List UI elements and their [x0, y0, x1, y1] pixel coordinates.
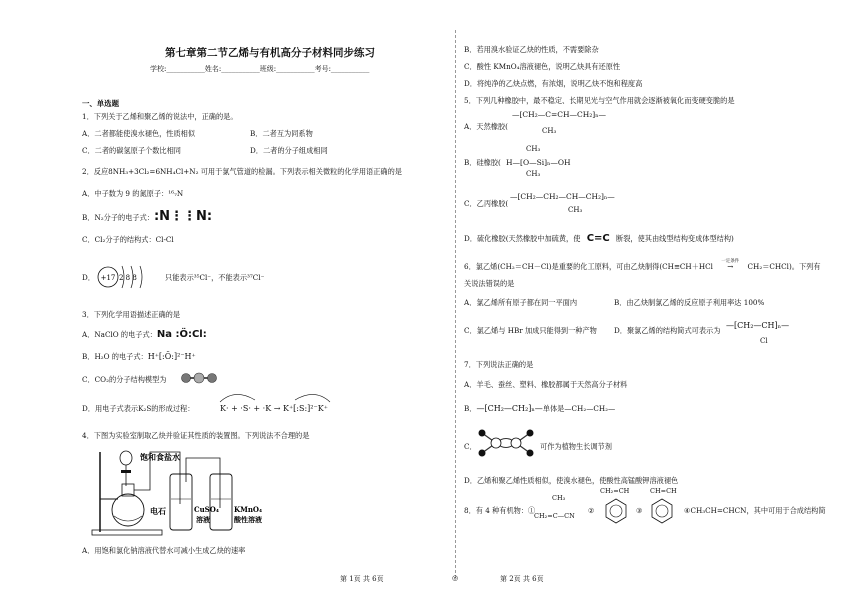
- svg-text:KMnO₄: KMnO₄: [234, 505, 263, 514]
- q2-stem: 2．反应8NH₃+3Cl₂=6NH₄Cl+N₂ 可用于氯气管道的检漏。下列表示相关微粒的化学用语正确的是: [82, 167, 402, 176]
- q1-option-c: C．二者的碳氢原子个数比相同: [82, 146, 181, 155]
- ethylene-ball-model: [476, 428, 536, 458]
- q1-option-b: B．二者互为同系物: [250, 129, 313, 138]
- q7-option-c: C．: [464, 442, 477, 451]
- natural-rubber-methyl: CH₃: [542, 127, 557, 135]
- natural-rubber-formula: —[CH₂—C=CH—CH₂]ₙ—: [512, 110, 606, 119]
- double-bond-symbol: C=C: [586, 233, 610, 244]
- reaction-arrow: 一定条件 →: [721, 259, 740, 271]
- q7-option-b: B．—[CH₂—CH₂]ₙ—单体是—CH₂—CH₂—: [464, 404, 616, 413]
- q3-stem: 3．下列化学用语描述正确的是: [82, 310, 181, 319]
- q2-option-b: B．N₂分子的电子式：:N⋮⋮N:: [82, 209, 213, 224]
- pvc-chlorine: Cl: [760, 337, 768, 345]
- q7-option-d: D．乙烯和聚乙烯性质相似，使溴水褪色，使酸性高锰酸钾溶液褪色: [464, 476, 679, 485]
- svg-text:CuSO₄: CuSO₄: [194, 505, 219, 514]
- section-heading: 一、单选题: [82, 99, 119, 108]
- page-title: 第七章第二节乙烯与有机高分子材料同步练习: [165, 47, 375, 59]
- left-page: [70, 0, 442, 608]
- silicone-methyl-bottom: CH₃: [526, 170, 541, 178]
- q6-stem-line2: 关说法错误的是: [464, 279, 515, 288]
- q1-option-d: D．二者的分子组成相同: [250, 146, 328, 155]
- page-number-right: 第 2页 共 6页: [500, 575, 544, 583]
- q5-option-b: B．硅橡胶(: [464, 158, 501, 167]
- q6-option-a: A．氯乙烯所有原子都在同一平面内: [464, 298, 578, 307]
- nitrogen-isotope-symbol: ¹⁶₇N: [168, 189, 184, 198]
- q4-option-a: A．用饱和氯化钠溶液代替水可减小生成乙炔的速率: [82, 546, 246, 555]
- q8-stem: 8．有 4 种有机物：①: [464, 506, 536, 515]
- silicone-rubber-formula: H—[O—Si]ₙ—OH: [506, 158, 571, 167]
- q8-number-2: ②: [588, 506, 595, 515]
- q5-option-d: D．硫化橡胶(天然橡胶中加硫黄，使 C=C 断裂，使其由线型结构变成体型结构): [464, 233, 734, 244]
- q5-option-a: A．天然橡胶(: [464, 122, 508, 131]
- q4-option-b: B．若用溴水验证乙炔的性质，不需要除杂: [464, 45, 599, 54]
- q3-option-b: B．H₂O 的电子式：H⁺[:Ö:]²⁻H⁺: [82, 352, 196, 361]
- q3-option-a: A．NaClO 的电子式：Na :Ö:Cl:: [82, 329, 207, 340]
- q4-option-c: C．酸性 KMnO₄溶液褪色，说明乙炔具有还原性: [464, 62, 621, 71]
- naclo-electron-formula: Na :Ö:Cl:: [156, 329, 207, 340]
- polyethylene-formula: —[CH₂—CH₂]ₙ—: [476, 404, 543, 413]
- h2o-electron-formula: H⁺[:Ö:]²⁻H⁺: [147, 352, 196, 361]
- q7-option-c-text: 可作为植物生长调节剂: [540, 442, 612, 451]
- q1-option-a: A．二者都能使溴水褪色，性质相似: [82, 129, 196, 138]
- phenylacetylene-benzene-ring: [650, 498, 674, 524]
- q5-option-c: C．乙丙橡胶(: [464, 199, 509, 208]
- page-divider: [455, 30, 456, 578]
- q3-option-c: C．CO₂的分子结构模型为: [82, 375, 167, 384]
- svg-text:+17: +17: [100, 274, 116, 282]
- styrene-benzene-ring: [604, 498, 628, 524]
- q2-option-d-text: 只能表示³⁵Cl⁻，不能表示³⁷Cl⁻: [165, 273, 265, 282]
- co2-ball-model: [180, 372, 220, 384]
- q4-option-d: D．将纯净的乙炔点燃，有浓烟，说明乙炔不饱和程度高: [464, 79, 643, 88]
- q1-stem: 1．下列关于乙烯和聚乙烯的说法中，正确的是。: [82, 112, 238, 121]
- svg-text:溶液: 溶液: [196, 515, 210, 524]
- acetylene-apparatus-diagram: [90, 444, 310, 539]
- q8-number-3: ③: [636, 506, 643, 515]
- n2-electron-formula: :N⋮⋮N:: [153, 209, 213, 224]
- svg-text:酸性溶液: 酸性溶液: [234, 515, 262, 524]
- k2s-formation-formula: K· + ·S· + ·K → K⁺[:S:]²⁻K⁺: [220, 404, 328, 413]
- svg-text:饱和食盐水: 饱和食盐水: [140, 452, 180, 462]
- q2-option-a: A．中子数为 9 的氮原子：¹⁶₇N: [82, 189, 184, 198]
- svg-text:电石: 电石: [150, 506, 166, 516]
- epdm-rubber-formula: —[CH₂—CH₂—CH—CH₂]ₙ—: [510, 192, 615, 201]
- chlorine-ion-structure-diagram: [94, 260, 164, 294]
- pvc-formula: —[CH₂—CH]ₙ—: [726, 321, 790, 330]
- q6-stem-line1: 6．氯乙烯(CH₂＝CH－Cl)是重要的化工原料，可由乙炔制得(CH≡CH＋HCl 一定条件 → CH₂＝CHCl)。下列有: [464, 259, 821, 271]
- q8-stem-end: ④CH₃CH=CHCN，其中可用于合成结构简: [684, 506, 826, 515]
- svg-text:2 8 8: 2 8 8: [119, 274, 137, 282]
- q2-option-c: C．Cl₂分子的结构式：Cl-Cl: [82, 235, 174, 244]
- q6-option-b: B．由乙炔制氯乙烯的反应原子利用率达 100%: [614, 298, 765, 307]
- q8-m3-vinyl: CH=CH: [650, 487, 677, 495]
- q3-option-d: D．用电子式表示K₂S的形成过程：: [82, 404, 195, 413]
- q8-m2-vinyl: CH₂=CH: [600, 487, 630, 495]
- q6-option-d: D．聚氯乙烯的结构简式可表示为: [614, 326, 721, 335]
- student-info-fields: 学校:___________姓名:___________班级:___________考号:___________: [150, 65, 370, 73]
- q7-stem: 7．下列说法正确的是: [464, 360, 534, 369]
- q7-option-a: A．羊毛、蚕丝、塑料、橡胶都属于天然高分子材料: [464, 380, 628, 389]
- page-number-left: 第 1页 共 6页: [340, 575, 384, 583]
- q5-stem: 5．下列几种橡胶中，最不稳定、长期见光与空气作用就会逐渐被氧化而变硬变脆的是: [464, 96, 735, 105]
- q4-stem: 4．下图为实验室制取乙炔并验证其性质的装置图。下列说法不合理的是: [82, 431, 310, 440]
- silicone-methyl-top: CH₃: [526, 145, 541, 153]
- q8-m1-formula: CH₂=C—CN: [534, 512, 575, 520]
- q6-option-c: C．氯乙烯与 HBr 加成只能得到一种产物: [464, 326, 597, 335]
- right-page: [464, 0, 836, 608]
- binding-mark: ◎: [452, 574, 459, 582]
- q2-option-d: D．: [82, 273, 95, 282]
- q8-m1-methyl: CH₃: [552, 494, 566, 502]
- epdm-rubber-methyl: CH₃: [568, 206, 583, 214]
